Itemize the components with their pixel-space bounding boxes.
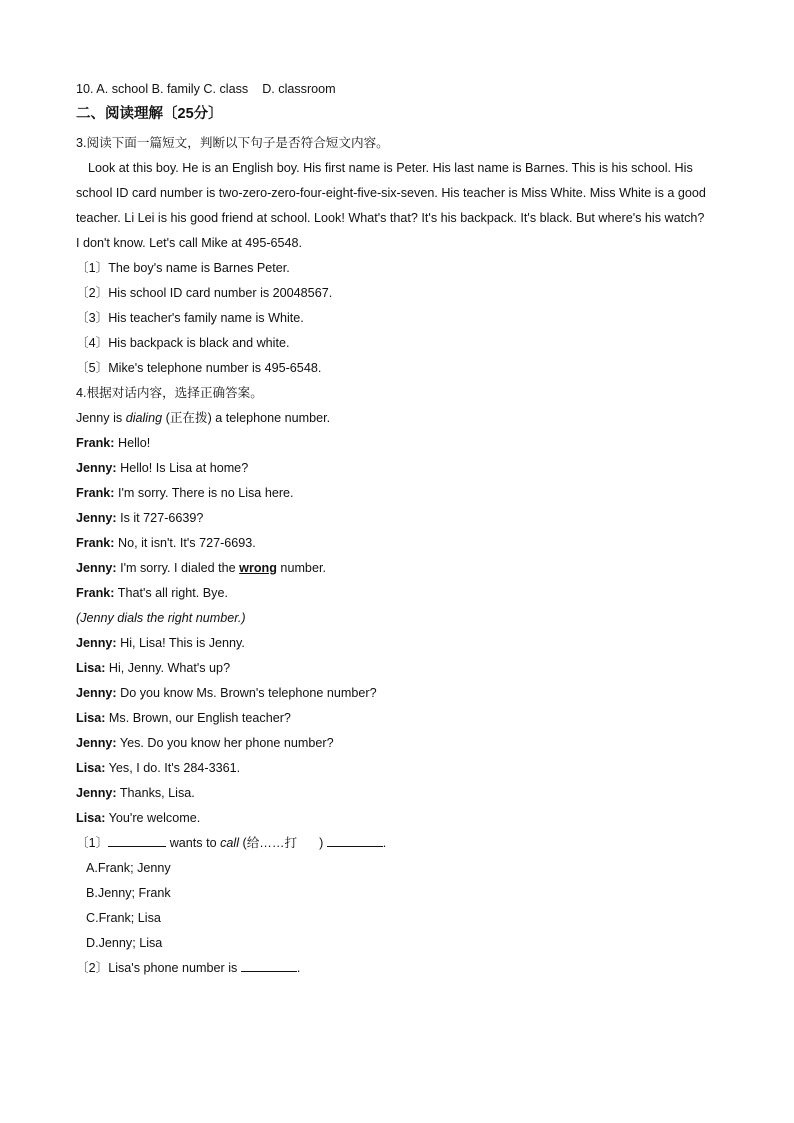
utterance: Hi, Jenny. What's up? <box>105 661 231 675</box>
dialogue-line <box>76 458 726 483</box>
statement-item: 〔3〕His teacher's family name is White. <box>76 311 304 325</box>
utterance: No, it isn't. It's 727-6693. <box>114 536 256 550</box>
speaker: Jenny: <box>76 461 117 475</box>
answer-option-b[interactable]: B.Jenny; Frank <box>86 886 171 900</box>
utterance: Thanks, Lisa. <box>116 786 195 800</box>
passage-line: I don't know. Let's call Mike at 495-6548. <box>76 236 303 250</box>
question-10 <box>76 79 726 104</box>
speaker: Frank: <box>76 586 115 600</box>
sub-question-text: 〔2〕Lisa's phone number is <box>76 961 241 975</box>
question-4-instruction: 4.根据对话内容，选择正确答案。 <box>76 386 263 400</box>
statement-item: 〔4〕His backpack is black and white. <box>76 336 290 350</box>
utterance: I'm sorry. I dialed the <box>116 561 240 575</box>
speaker: Lisa: <box>76 761 106 775</box>
speaker: Frank: <box>76 486 115 500</box>
utterance: You're welcome. <box>105 811 201 825</box>
passage-line: teacher. Li Lei is his good friend at school. Look! What's that? It's his backpack. It's black. But where's his watch? <box>76 211 705 225</box>
utterance: number. <box>276 561 326 575</box>
utterance: Hello! Is Lisa at home? <box>116 461 249 475</box>
utterance: Hello! <box>114 436 151 450</box>
sub-question-end: . <box>382 836 387 850</box>
question-10-option-d: D. classroom <box>262 82 336 96</box>
answer-blank[interactable] <box>241 959 297 972</box>
utterance: That's all right. Bye. <box>114 586 228 600</box>
underlined-word: wrong <box>239 561 277 575</box>
dialogue-line <box>76 633 726 658</box>
dialogue-intro <box>76 408 726 433</box>
question-10-options: 10. A. school B. family C. class <box>76 82 249 96</box>
speaker: Jenny: <box>76 636 117 650</box>
italic-word: call <box>220 836 240 850</box>
statement-item: 〔2〕His school ID card number is 20048567. <box>76 286 333 300</box>
statement-item: 〔5〕Mike's telephone number is 495-6548. <box>76 361 322 375</box>
utterance: Do you know Ms. Brown's telephone number? <box>116 686 377 700</box>
utterance: Ms. Brown, our English teacher? <box>105 711 291 725</box>
speaker: Lisa: <box>76 711 106 725</box>
utterance: Yes. Do you know her phone number? <box>116 736 334 750</box>
dialogue-line <box>76 758 726 783</box>
sub-question-end: . <box>296 961 301 975</box>
dialogue-line <box>76 708 726 733</box>
gloss-close: ) <box>319 836 327 850</box>
utterance: Is it 727-6639? <box>116 511 204 525</box>
speaker: Lisa: <box>76 661 106 675</box>
speaker: Frank: <box>76 536 115 550</box>
section-2-title: 二、阅读理解〔25分〕 <box>76 106 223 122</box>
answer-option-c[interactable]: C.Frank; Lisa <box>86 911 161 925</box>
dialogue-line <box>76 808 726 833</box>
dialogue-line <box>76 733 726 758</box>
passage-line: Look at this boy. He is an English boy. His first name is Peter. His last name is Barnes. This is his school. His <box>88 161 693 175</box>
dialogue-line <box>76 583 726 608</box>
answer-blank[interactable] <box>108 834 166 847</box>
speaker: Lisa: <box>76 811 106 825</box>
sub-question-2 <box>76 958 726 983</box>
dialogue-line <box>76 483 726 508</box>
dialogue-line <box>76 558 726 583</box>
answer-blank[interactable] <box>327 834 383 847</box>
dialogue-line <box>76 508 726 533</box>
intro-text: (正在拨) a telephone number. <box>162 411 331 425</box>
dialogue-line <box>76 783 726 808</box>
passage-line: school ID card number is two-zero-zero-four-eight-five-six-seven. His teacher is Miss White. Miss White is a good <box>76 186 706 200</box>
worksheet-page <box>76 79 726 983</box>
sub-question-text: wants to <box>166 836 221 850</box>
speaker: Jenny: <box>76 561 117 575</box>
stage-direction: (Jenny dials the right number.) <box>76 611 246 625</box>
question-3-instruction: 3.阅读下面一篇短文，判断以下句子是否符合短文内容。 <box>76 136 389 150</box>
statement-item: 〔1〕The boy's name is Barnes Peter. <box>76 261 290 275</box>
intro-italic-word: dialing <box>125 411 163 425</box>
speaker: Jenny: <box>76 736 117 750</box>
dialogue-line <box>76 658 726 683</box>
dialogue-line <box>76 533 726 558</box>
answer-option-a[interactable]: A.Frank; Jenny <box>86 861 171 875</box>
answer-option-d[interactable]: D.Jenny; Lisa <box>86 936 163 950</box>
utterance: Hi, Lisa! This is Jenny. <box>116 636 245 650</box>
intro-text: Jenny is <box>76 411 126 425</box>
speaker: Jenny: <box>76 786 117 800</box>
speaker: Frank: <box>76 436 115 450</box>
speaker: Jenny: <box>76 686 117 700</box>
utterance: I'm sorry. There is no Lisa here. <box>114 486 294 500</box>
sub-question-1 <box>76 833 726 858</box>
utterance: Yes, I do. It's 284-3361. <box>105 761 241 775</box>
speaker: Jenny: <box>76 511 117 525</box>
gloss: (给……打 <box>239 836 298 850</box>
dialogue-line <box>76 683 726 708</box>
dialogue-line <box>76 433 726 458</box>
sub-question-number: 〔1〕 <box>76 836 109 850</box>
